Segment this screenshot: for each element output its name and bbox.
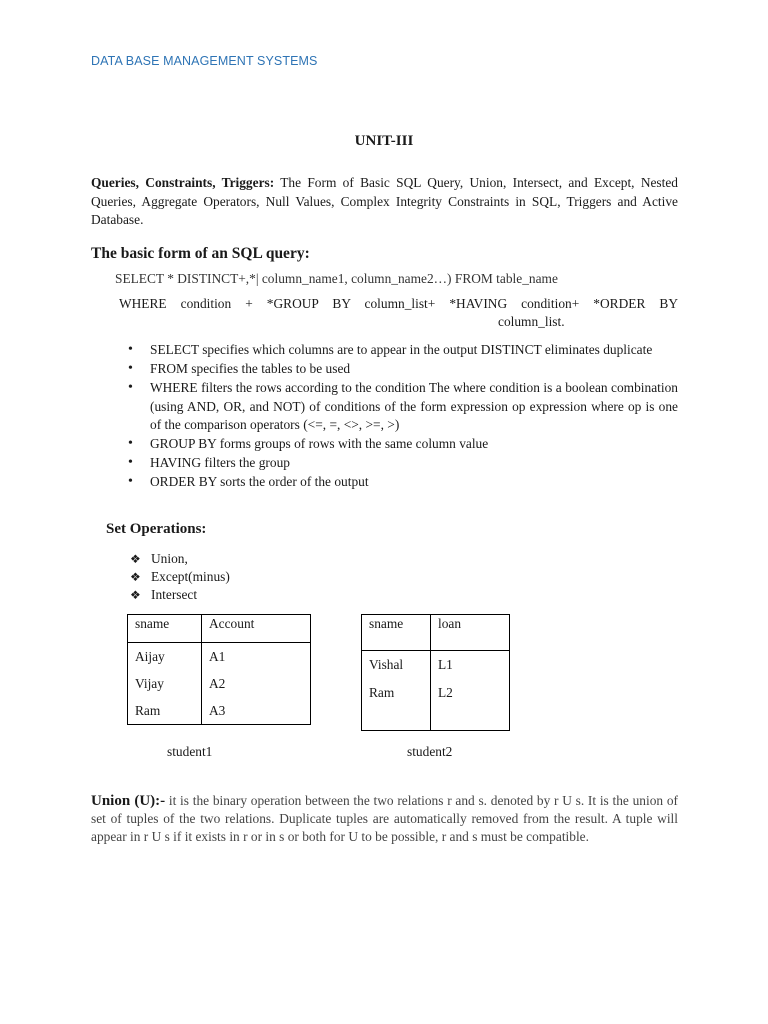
list-item-text: WHERE filters the rows according to the condition The where condition is a boolean combination (using AND, OR, and NOT) of conditions of the form expression op expression where op is one of the comparison operators (<=, =, <>, >=, >) <box>150 380 678 432</box>
running-header: DATA BASE MANAGEMENT SYSTEMS <box>91 54 318 68</box>
sql-syntax-line-2: WHERE condition + *GROUP BY column_list+ *HAVING condition+ *ORDER BY <box>119 296 678 311</box>
set-operations-heading: Set Operations: <box>106 521 207 537</box>
student2-table <box>361 614 510 731</box>
diamond-bullet-icon: ❖ <box>130 570 141 584</box>
cell-value: Vishal <box>369 657 404 672</box>
list-item <box>128 341 678 359</box>
intro-text: The Form of Basic SQL Query, Union, Intersect, and Except, Nested Queries, Aggregate Operators, Null Values, Complex Integrity Constraints in SQL, Triggers and Active Database. <box>91 175 679 227</box>
intro-label: Queries, Constraints, Triggers: <box>91 175 275 190</box>
cell-value: A3 <box>209 703 226 718</box>
cell-value: Vijay <box>135 676 164 691</box>
table-header-row <box>128 615 311 643</box>
cell-value: A2 <box>209 676 226 691</box>
list-item-text: HAVING filters the group <box>150 455 290 471</box>
unit-title: UNIT-III <box>354 133 414 149</box>
union-paragraph <box>91 792 678 846</box>
list-item <box>128 454 678 472</box>
list-item <box>128 360 678 378</box>
table-cell <box>362 651 431 731</box>
sql-syntax-line-1: SELECT * DISTINCT+,*| column_name1, column_name2…) FROM table_name <box>115 271 558 286</box>
table-header-row <box>362 615 510 651</box>
cell-value: L2 <box>438 685 453 700</box>
bullet-icon: • <box>128 455 133 471</box>
clause-bullet-list <box>128 341 678 492</box>
table-row <box>128 643 311 725</box>
set-operations-list <box>130 550 230 604</box>
list-item-text: GROUP BY forms groups of rows with the same column value <box>150 436 489 452</box>
list-item-text: Union, <box>151 551 188 566</box>
list-item-text: ORDER BY sorts the order of the output <box>150 474 369 490</box>
list-item-text: Except(minus) <box>151 569 230 584</box>
cell-value: A1 <box>209 649 226 664</box>
bullet-icon: • <box>128 342 133 357</box>
intro-paragraph <box>91 174 678 230</box>
bullet-icon: • <box>128 436 133 452</box>
table-cell <box>128 643 202 725</box>
list-item <box>128 379 678 434</box>
student1-table <box>127 614 311 725</box>
list-item-text: SELECT specifies which columns are to appear in the output DISTINCT eliminates duplicate <box>150 342 653 357</box>
table-header-cell: sname <box>362 615 431 651</box>
cell-value: L1 <box>438 657 453 672</box>
list-item-text: FROM specifies the tables to be used <box>150 361 351 377</box>
bullet-icon: • <box>128 380 133 396</box>
list-item <box>128 435 678 453</box>
student1-caption: student1 <box>167 744 213 759</box>
table-header-cell: loan <box>431 615 510 651</box>
bullet-icon: • <box>128 474 133 490</box>
bullet-icon: • <box>128 361 133 377</box>
basic-form-heading: The basic form of an SQL query: <box>91 245 310 262</box>
list-item <box>130 550 230 568</box>
cell-value: Ram <box>369 685 395 700</box>
list-item <box>128 473 678 491</box>
list-item <box>130 568 230 586</box>
list-item-text: Intersect <box>151 587 198 602</box>
union-label: Union (U):- <box>91 793 166 809</box>
list-item <box>130 586 230 604</box>
table-cell <box>431 651 510 731</box>
diamond-bullet-icon: ❖ <box>130 588 141 602</box>
cell-value: Aijay <box>135 649 165 664</box>
diamond-bullet-icon: ❖ <box>130 552 141 566</box>
cell-value: Ram <box>135 703 161 718</box>
table-header-cell: sname <box>128 615 202 643</box>
union-text: it is the binary operation between the two relations r and s. denoted by r U s. It is the union of set of tuples of the two relations. Duplicate tuples are automatically removed from the result. A tuple will appear in r U s if it exists in r or in s or both for U to be possible, r and s must be compatible. <box>91 793 678 844</box>
table-cell <box>202 643 311 725</box>
student2-caption: student2 <box>407 744 453 759</box>
table-row <box>362 651 510 731</box>
sql-syntax-line-3: column_list. <box>498 314 565 329</box>
table-header-cell: Account <box>202 615 311 643</box>
